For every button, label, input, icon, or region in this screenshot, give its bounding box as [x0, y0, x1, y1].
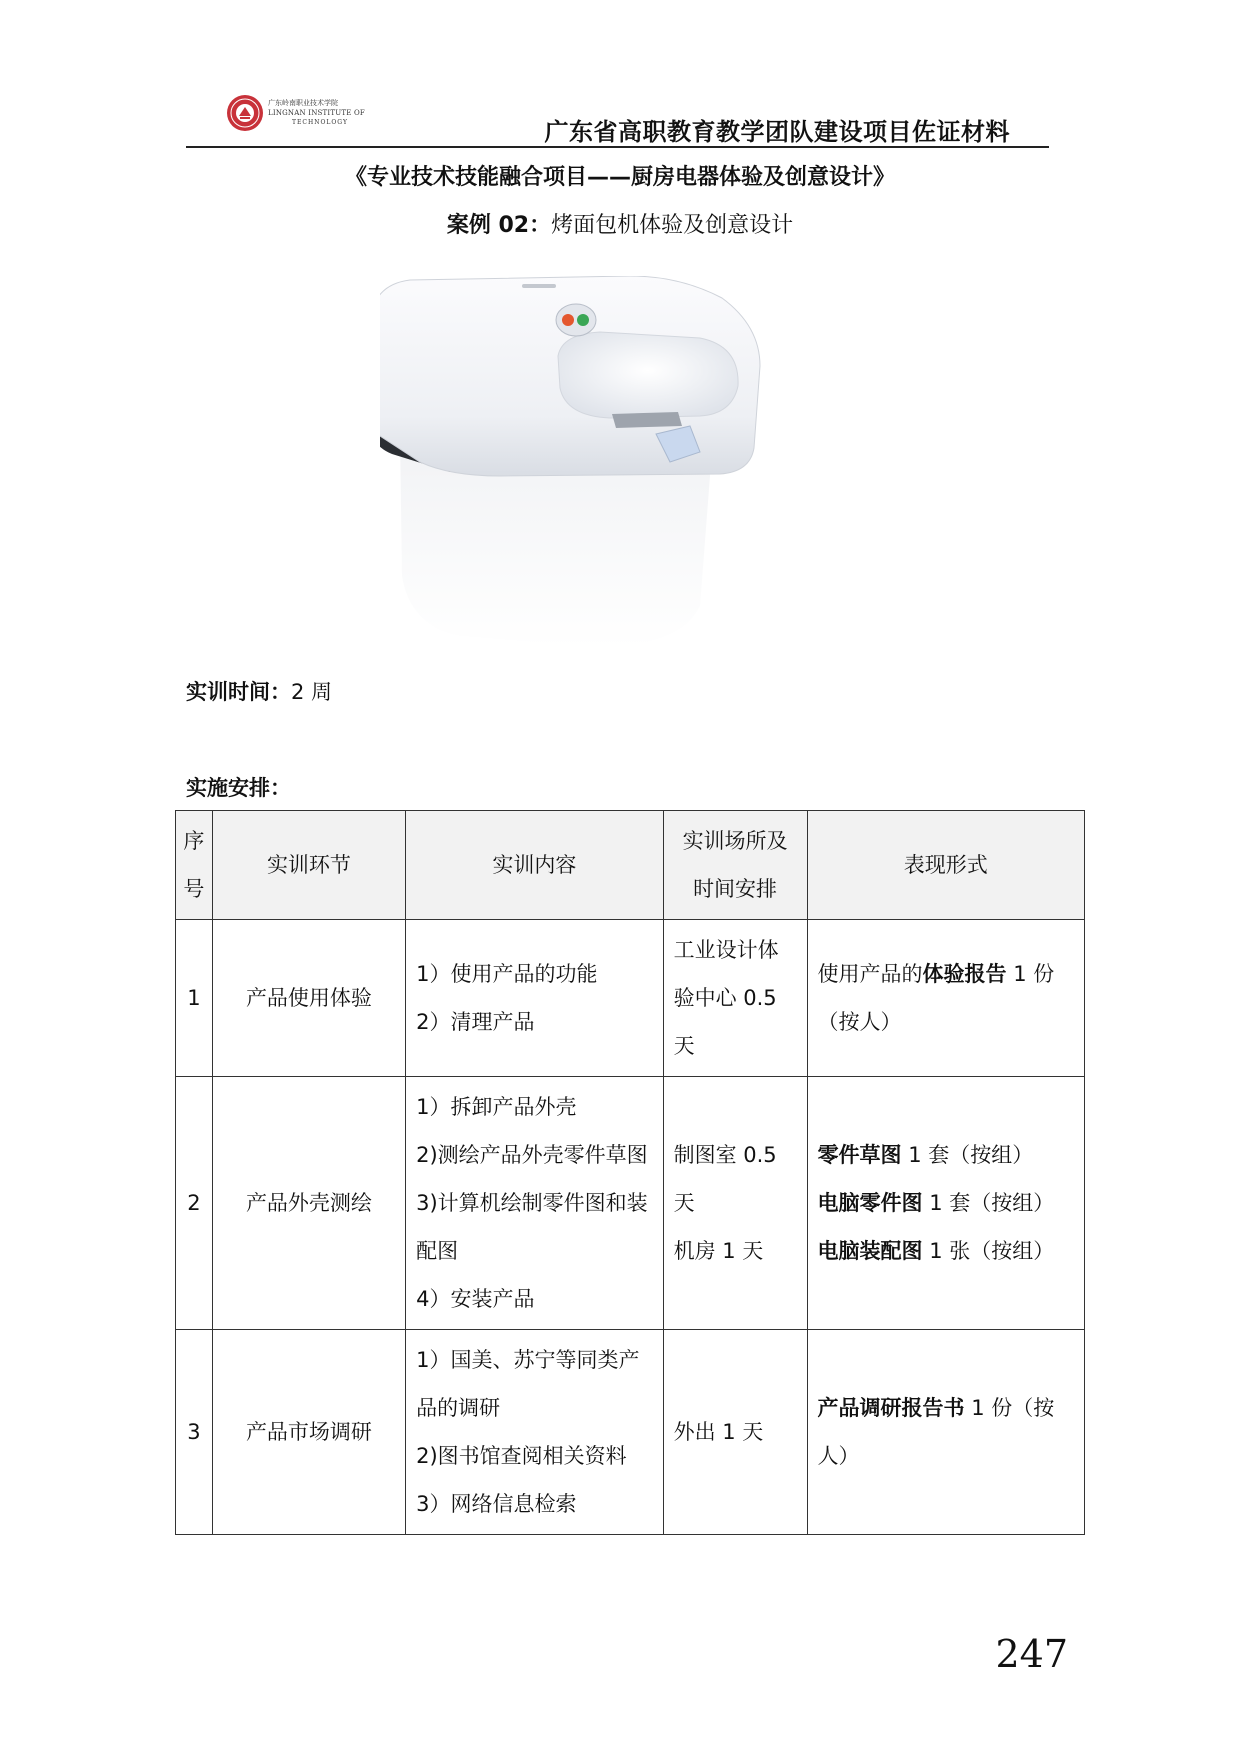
row-place	[663, 920, 807, 1077]
document-title: 《专业技术技能融合项目——厨房电器体验及创意设计》	[344, 165, 895, 190]
row-form	[807, 920, 1084, 1077]
place-item: 制图室 0.5 天	[673, 1143, 777, 1215]
place-item: 工业设计体验中心 0.5 天	[673, 938, 779, 1058]
row-index: 3	[176, 1330, 213, 1535]
case-title: 烤面包机体验及创意设计	[551, 213, 794, 238]
form-item-bold: 电脑装配图	[817, 1239, 923, 1263]
case-heading	[0, 208, 1240, 239]
form-item-post: 1 套（按组）	[922, 1191, 1055, 1215]
form-item-bold: 产品调研报告书	[817, 1396, 965, 1420]
header-content: 实训内容	[406, 811, 663, 920]
form-item	[818, 1384, 1074, 1480]
training-time-label: 实训时间：	[186, 680, 291, 704]
arrangement-label: 实施安排：	[186, 776, 291, 800]
row-place	[663, 1077, 807, 1330]
case-label: 案例 02：	[446, 213, 552, 238]
table-row	[176, 1077, 1085, 1330]
form-item-bold: 零件草图	[817, 1143, 902, 1167]
row-content	[406, 1077, 663, 1330]
form-item	[818, 1131, 1074, 1179]
table-body	[176, 920, 1085, 1535]
row-index: 1	[176, 920, 213, 1077]
form-item	[818, 1179, 1074, 1227]
form-item-post: 1 套（按组）	[901, 1143, 1034, 1167]
arrangement-table	[175, 810, 1085, 1535]
header-title: 广东省高职教育教学团队建设项目佐证材料	[544, 118, 1010, 146]
logo-text-en-line1: LINGNAN INSTITUTE OF	[268, 109, 365, 117]
row-stage: 产品市场调研	[212, 1330, 405, 1535]
table-header-row	[176, 811, 1085, 920]
form-item-pre: 使用产品的	[817, 962, 923, 986]
header-place: 实训场所及 时间安排	[663, 811, 807, 920]
table-row	[176, 1330, 1085, 1535]
content-item: 2)测绘产品外壳零件草图	[416, 1143, 648, 1167]
logo-text-cn: 广东岭南职业技术学院	[268, 99, 338, 107]
form-item-post: 1 份（按人）	[817, 1396, 1055, 1468]
table-row	[176, 920, 1085, 1077]
content-item: 2）清理产品	[416, 1010, 535, 1034]
institute-seal-icon	[226, 94, 264, 132]
content-item: 1）国美、苏宁等同类产品的调研	[416, 1348, 640, 1420]
row-place	[663, 1330, 807, 1535]
header-stage: 实训环节	[212, 811, 405, 920]
logo-text-en-line2: TECHNOLOGY	[292, 119, 348, 126]
arrangement-heading	[186, 772, 291, 802]
form-item-post: 1 张（按组）	[922, 1239, 1055, 1263]
header-form: 表现形式	[807, 811, 1084, 920]
header-divider	[186, 146, 1049, 148]
content-item: 2)图书馆查阅相关资料	[416, 1444, 627, 1468]
row-form	[807, 1330, 1084, 1535]
content-item: 4）安装产品	[416, 1287, 535, 1311]
content-item: 3)计算机绘制零件图和装配图	[416, 1191, 648, 1263]
row-content	[406, 920, 663, 1077]
form-item	[818, 1227, 1074, 1275]
row-stage: 产品外壳测绘	[212, 1077, 405, 1330]
row-stage: 产品使用体验	[212, 920, 405, 1077]
form-item-post: 1 份（按人）	[817, 962, 1055, 1034]
form-item-bold: 体验报告	[922, 962, 1007, 986]
form-item	[818, 950, 1074, 1046]
header-index: 序 号	[176, 811, 213, 920]
content-item: 1）拆卸产品外壳	[416, 1095, 577, 1119]
institute-logo	[226, 92, 366, 136]
training-time-value: 2 周	[291, 680, 333, 704]
row-index: 2	[176, 1077, 213, 1330]
place-item: 外出 1 天	[673, 1420, 764, 1444]
page-number: 247	[995, 1632, 1068, 1676]
sandwich-maker-image	[380, 276, 770, 660]
training-time-line	[186, 676, 332, 706]
content-item: 3）网络信息检索	[416, 1492, 577, 1516]
content-item: 1）使用产品的功能	[416, 962, 598, 986]
row-form	[807, 1077, 1084, 1330]
row-content	[406, 1330, 663, 1535]
form-item-bold: 电脑零件图	[817, 1191, 923, 1215]
place-item: 机房 1 天	[673, 1239, 764, 1263]
